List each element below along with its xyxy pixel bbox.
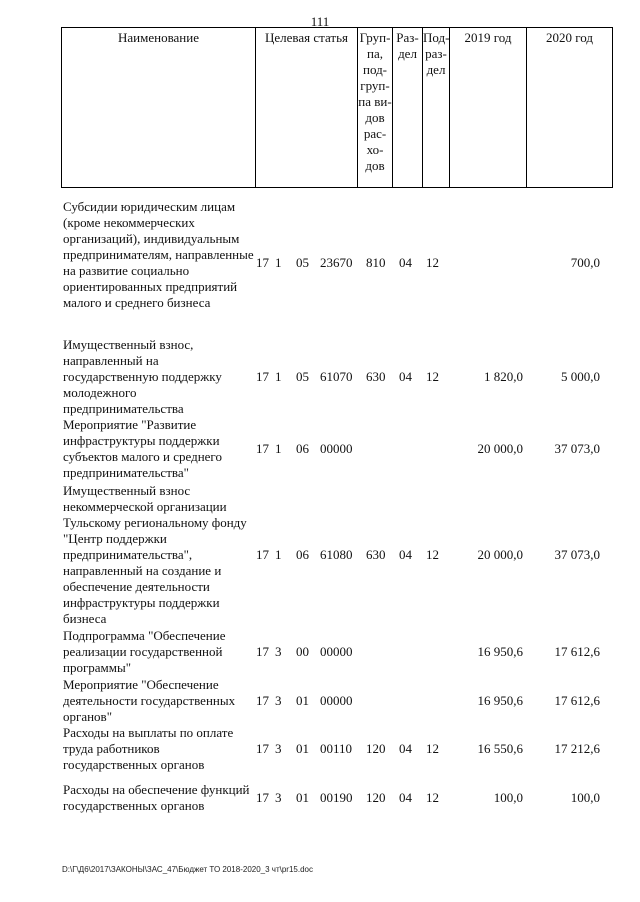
row-program: 17 xyxy=(256,741,269,756)
row-2019: 16 950,6 xyxy=(477,693,523,708)
row-group: 630 xyxy=(366,547,386,562)
row-name: Расходы на обеспечение функций государственных органов xyxy=(63,782,250,813)
row-2020: 700,0 xyxy=(570,255,600,270)
row-direction: 00110 xyxy=(320,741,353,756)
row-2020: 37 073,0 xyxy=(554,547,600,562)
row-direction: 00000 xyxy=(320,693,353,708)
row-program: 17 xyxy=(256,441,269,456)
row-program: 17 xyxy=(256,547,269,562)
row-subprogram: 3 xyxy=(275,644,282,659)
row-subprogram: 1 xyxy=(275,369,282,384)
row-2020: 100,0 xyxy=(570,790,600,805)
row-name: Расходы на выплаты по оплате труда работников государственных органов xyxy=(63,725,234,772)
row-direction: 61080 xyxy=(320,547,353,562)
row-name: Подпрограмма "Обеспечение реализации государственной программы" xyxy=(63,628,226,675)
row-main-event: 05 xyxy=(296,369,309,384)
row-subprogram: 3 xyxy=(275,741,282,756)
header-subsection-label: Под- раз- дел xyxy=(423,30,450,77)
row-main-event: 06 xyxy=(296,441,309,456)
row-program: 17 xyxy=(256,255,269,270)
row-2019: 20 000,0 xyxy=(477,441,523,456)
row-name: Имущественный взнос некоммерческой организации Тульскому региональному фонду "Центр поддержки предпринимательства", направленный на создание и обеспечение деятельности инфраструктуры поддержки бизнеса xyxy=(63,483,247,626)
header-target-label: Целевая статья xyxy=(264,30,348,45)
row-subprogram: 3 xyxy=(275,693,282,708)
row-2019: 16 550,6 xyxy=(477,741,523,756)
row-2019: 20 000,0 xyxy=(477,547,523,562)
row-main-event: 05 xyxy=(296,255,309,270)
row-group: 120 xyxy=(366,741,386,756)
row-section: 04 xyxy=(399,369,412,384)
row-subsection: 12 xyxy=(426,547,439,562)
row-program: 17 xyxy=(256,369,269,384)
row-program: 17 xyxy=(256,693,269,708)
row-subprogram: 3 xyxy=(275,790,282,805)
row-subsection: 12 xyxy=(426,741,439,756)
row-subprogram: 1 xyxy=(275,547,282,562)
header-2019-label: 2019 год xyxy=(464,30,512,45)
row-main-event: 01 xyxy=(296,741,309,756)
row-group: 120 xyxy=(366,790,386,805)
row-2019: 100,0 xyxy=(493,790,523,805)
row-section: 04 xyxy=(399,790,412,805)
row-direction: 00000 xyxy=(320,441,353,456)
row-name: Мероприятие "Развитие инфраструктуры поддержки субъектов малого и среднего предпринимательства" xyxy=(63,417,222,480)
header-2020-label: 2020 год xyxy=(546,30,593,45)
row-program: 17 xyxy=(256,790,269,805)
row-2020: 17 212,6 xyxy=(554,741,600,756)
row-2020: 5 000,0 xyxy=(561,369,600,384)
header-section-label: Раз- дел xyxy=(396,30,419,61)
row-2019: 16 950,6 xyxy=(477,644,523,659)
header-group-label: Груп- па, под- груп- па ви- дов рас- хо- дов xyxy=(358,30,392,173)
row-2020: 17 612,6 xyxy=(554,644,600,659)
row-direction: 61070 xyxy=(320,369,353,384)
row-section: 04 xyxy=(399,741,412,756)
row-main-event: 06 xyxy=(296,547,309,562)
row-subsection: 12 xyxy=(426,369,439,384)
row-direction: 23670 xyxy=(320,255,353,270)
file-path-footer: D:\Г\Д6\2017\ЗАКОНЫ\ЗАС_47\Бюджет ТО 2018-2020_3 чт\pr15.doc xyxy=(62,865,313,874)
row-group: 630 xyxy=(366,369,386,384)
row-main-event: 01 xyxy=(296,693,309,708)
row-name: Субсидии юридическим лицам (кроме некоммерческих организаций), индивидуальным предпринимателям, направленные на развитие социально ориентированных предприятий малого и среднего бизнеса xyxy=(63,199,254,310)
row-subprogram: 1 xyxy=(275,441,282,456)
row-name: Имущественный взнос, направленный на государственную поддержку молодежного предпринимательства xyxy=(63,337,222,416)
row-2020: 17 612,6 xyxy=(554,693,600,708)
row-group: 810 xyxy=(366,255,386,270)
row-direction: 00190 xyxy=(320,790,353,805)
row-main-event: 01 xyxy=(296,790,309,805)
row-direction: 00000 xyxy=(320,644,353,659)
row-subsection: 12 xyxy=(426,255,439,270)
row-2020: 37 073,0 xyxy=(554,441,600,456)
row-section: 04 xyxy=(399,547,412,562)
row-name: Мероприятие "Обеспечение деятельности государственных органов" xyxy=(63,677,236,724)
header-name-label: Наименование xyxy=(118,30,199,45)
row-section: 04 xyxy=(399,255,412,270)
row-subprogram: 1 xyxy=(275,255,282,270)
page-number: 111 xyxy=(310,14,330,29)
row-main-event: 00 xyxy=(296,644,309,659)
row-2019: 1 820,0 xyxy=(484,369,523,384)
row-subsection: 12 xyxy=(426,790,439,805)
row-program: 17 xyxy=(256,644,269,659)
